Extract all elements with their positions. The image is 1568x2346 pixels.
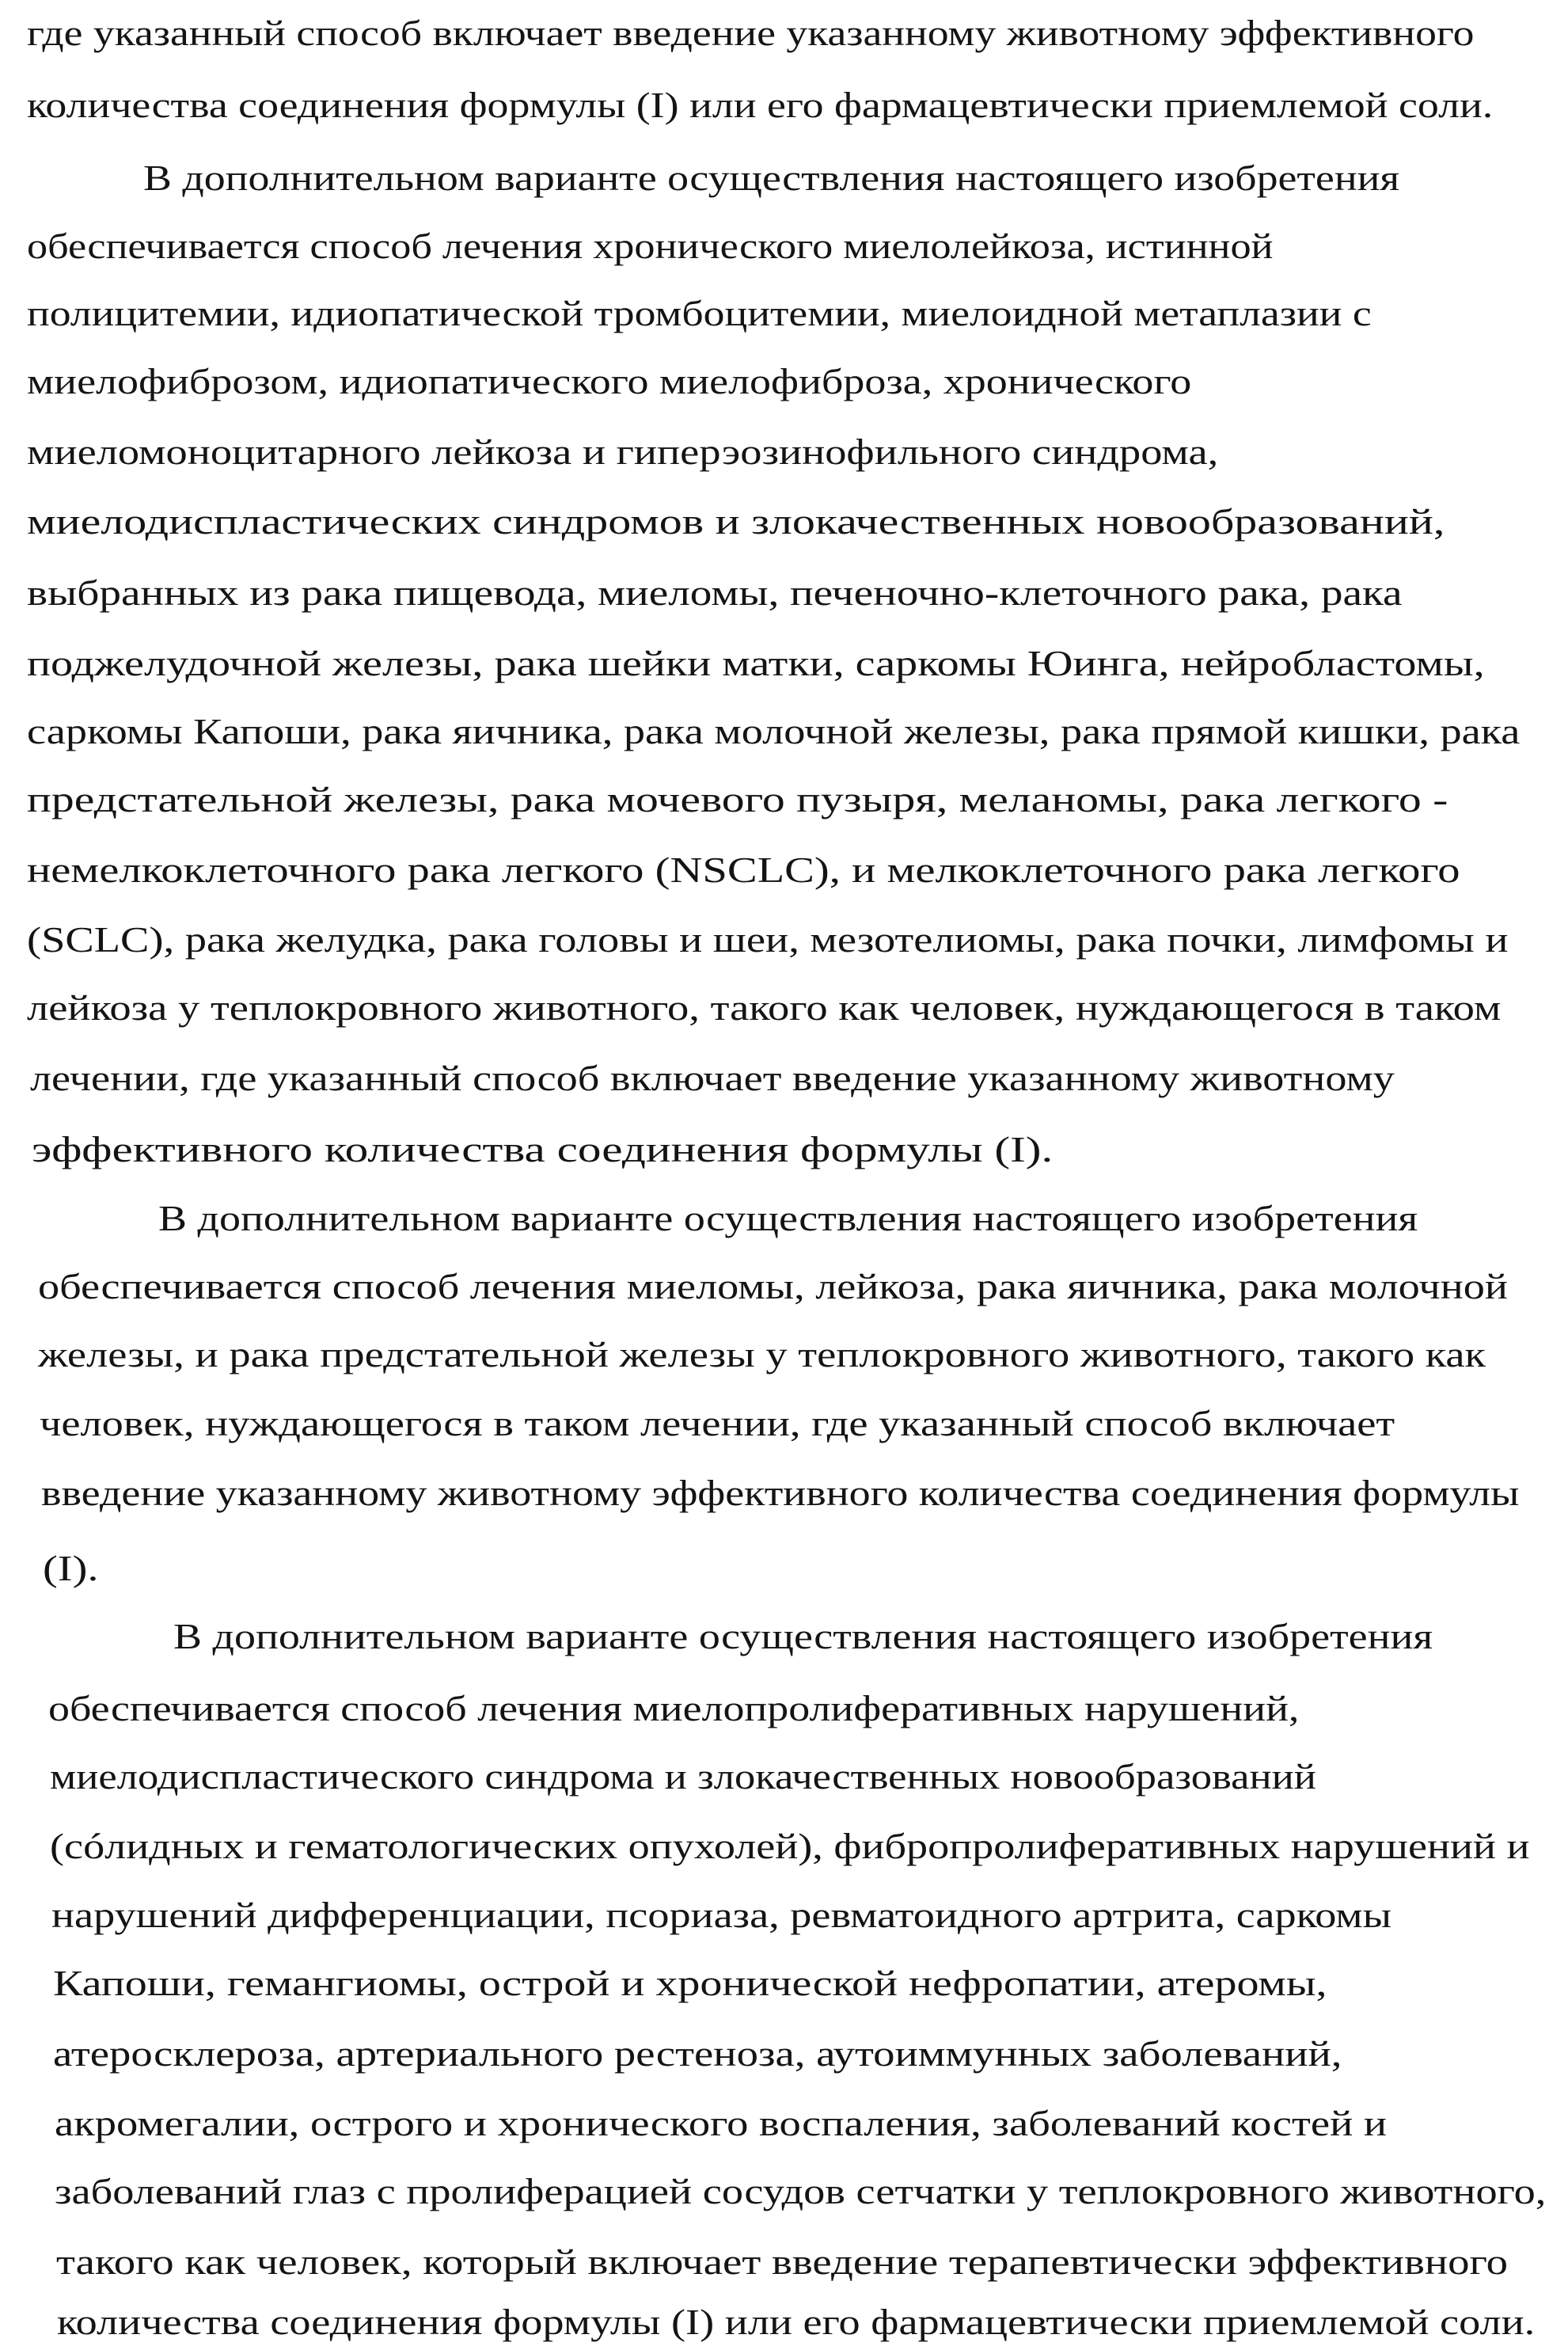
text-line: миеломоноцитарного лейкоза и гиперэозинофильного синдрома, [27, 428, 1218, 476]
text-line: поджелудочной железы, рака шейки матки, саркомы Юинга, нейробластомы, [27, 640, 1485, 687]
text-line: количества соединения формулы (I) или его фармацевтически приемлемой соли. [57, 2298, 1535, 2346]
text-line: полицитемии, идиопатической тромбоцитемии, миелоидной метаплазии с [27, 290, 1372, 337]
text-line: обеспечивается способ лечения хронического миелолейкоза, истинной [27, 222, 1273, 270]
text-line: акромегалии, острого и хронического воспаления, заболеваний костей и [55, 2100, 1387, 2147]
text-line: (SCLC), рака желудка, рака головы и шеи, мезотелиомы, рака почки, лимфомы и [27, 916, 1508, 964]
text-line: Капоши, гемангиомы, острой и хронической нефропатии, атеромы, [53, 1960, 1327, 2007]
paragraph-first-line: В дополнительном варианте осуществления настоящего изобретения [173, 1613, 1433, 1660]
text-line: миелодиспластического синдрома и злокачественных новообразований [50, 1753, 1316, 1800]
text-line: эффективного количества соединения формулы (I). [32, 1126, 1053, 1173]
text-line: выбранных из рака пищевода, миеломы, печеночно-клеточного рака, рака [27, 569, 1403, 617]
text-line: нарушений дифференциации, псориаза, ревматоидного артрита, саркомы [51, 1892, 1391, 1939]
text-line: (I). [43, 1545, 99, 1592]
text-line: атеросклероза, артериального рестеноза, аутоиммунных заболеваний, [53, 2030, 1342, 2078]
text-line: немелкоклеточного рака легкого (NSCLC), и мелкоклеточного рака легкого [27, 846, 1460, 894]
text-line: обеспечивается способ лечения миеломы, лейкоза, рака яичника, рака молочной [38, 1263, 1508, 1310]
paragraph-first-line: В дополнительном варианте осуществления настоящего изобретения [143, 154, 1399, 202]
text-line: лейкоза у теплокровного животного, такого как человек, нуждающегося в таком [27, 984, 1501, 1032]
text-line: заболеваний глаз с пролиферацией сосудов сетчатки у теплокровного животного, [55, 2168, 1546, 2215]
text-line: миелодиспластических синдромов и злокачественных новообразований, [27, 498, 1445, 546]
text-line: введение указанному животному эффективного количества соединения формулы [41, 1470, 1519, 1517]
text-line: железы, и рака предстательной железы у теплокровного животного, такого как [38, 1331, 1486, 1378]
text-line: лечении, где указанный способ включает введение указанному животному [30, 1055, 1395, 1102]
text-line: такого как человек, который включает введение терапевтически эффективного [56, 2238, 1508, 2286]
text-line: обеспечивается способ лечения миелопролиферативных нарушений, [48, 1685, 1299, 1732]
text-line: количества соединения формулы (I) или его фармацевтически приемлемой соли. [27, 82, 1493, 129]
text-line: где указанный способ включает введение указанному животному эффективного [27, 10, 1474, 57]
paragraph-first-line: В дополнительном варианте осуществления настоящего изобретения [158, 1195, 1418, 1242]
text-line: миелофиброзом, идиопатического миелофиброза, хронического [27, 358, 1191, 405]
text-line: саркомы Капоши, рака яичника, рака молочной железы, рака прямой кишки, рака [27, 708, 1520, 755]
text-line: предстательной железы, рака мочевого пузыря, меланомы, рака легкого - [27, 776, 1448, 823]
text-line: (сóлидных и гематологических опухолей), фибропролиферативных нарушений и [50, 1823, 1530, 1870]
text-line: человек, нуждающегося в таком лечении, где указанный способ включает [40, 1400, 1395, 1447]
